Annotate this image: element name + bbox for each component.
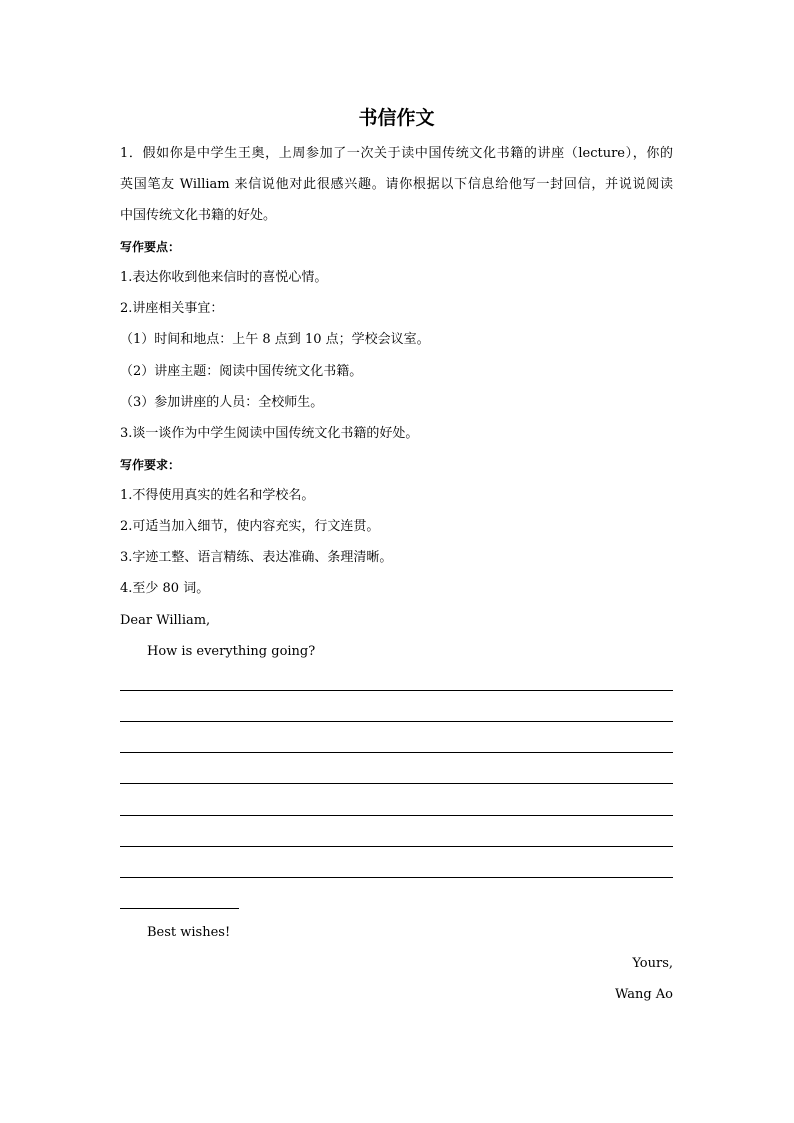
point-item: 1.表达你收到他来信时的喜悦心情。 [120,270,328,285]
answer-line [120,877,673,878]
letter-closing: Best wishes! [147,925,231,940]
answer-line [120,690,673,691]
point-item: （3）参加讲座的人员：全校师生。 [120,395,324,410]
point-item: 3.谈一谈作为中学生阅读中国传统文化书籍的好处。 [120,426,419,441]
answer-line [120,721,673,722]
requirement-item: 1.不得使用真实的姓名和学校名。 [120,488,315,503]
answer-line-short [120,908,239,909]
requirement-item: 2.可适当加入细节，使内容充实，行文连贯。 [120,519,380,534]
page-title: 书信作文 [358,107,435,129]
letter-signature: Wang Ao [614,987,673,1002]
answer-line [120,815,673,816]
answer-line [120,846,673,847]
letter-opening: How is everything going? [147,644,316,659]
prompt-line-1: 1．假如你是中学生王奥，上周参加了一次关于读中国传统文化书籍的讲座（lecture），你的 [120,146,673,161]
points-heading: 写作要点： [120,240,181,254]
prompt-line-2: 英国笔友 William 来信说他对此很感兴趣。请你根据以下信息给他写一封回信，并说说阅读 [120,177,673,192]
point-item: 2.讲座相关事宜： [120,301,224,316]
answer-line [120,752,673,753]
requirements-heading: 写作要求： [120,458,181,472]
requirement-item: 4.至少 80 词。 [120,581,210,596]
letter-sign-off: Yours, [632,956,673,971]
point-item: （2）讲座主题：阅读中国传统文化书籍。 [120,364,363,379]
requirement-item: 3.字迹工整、语言精练、表达准确、条理清晰。 [120,550,393,565]
answer-line [120,783,673,784]
document-page [120,0,673,1123]
prompt-line-3: 中国传统文化书籍的好处。 [120,208,277,223]
letter-salutation: Dear William, [120,613,211,628]
point-item: （1）时间和地点：上午 8 点到 10 点；学校会议室。 [120,332,430,347]
